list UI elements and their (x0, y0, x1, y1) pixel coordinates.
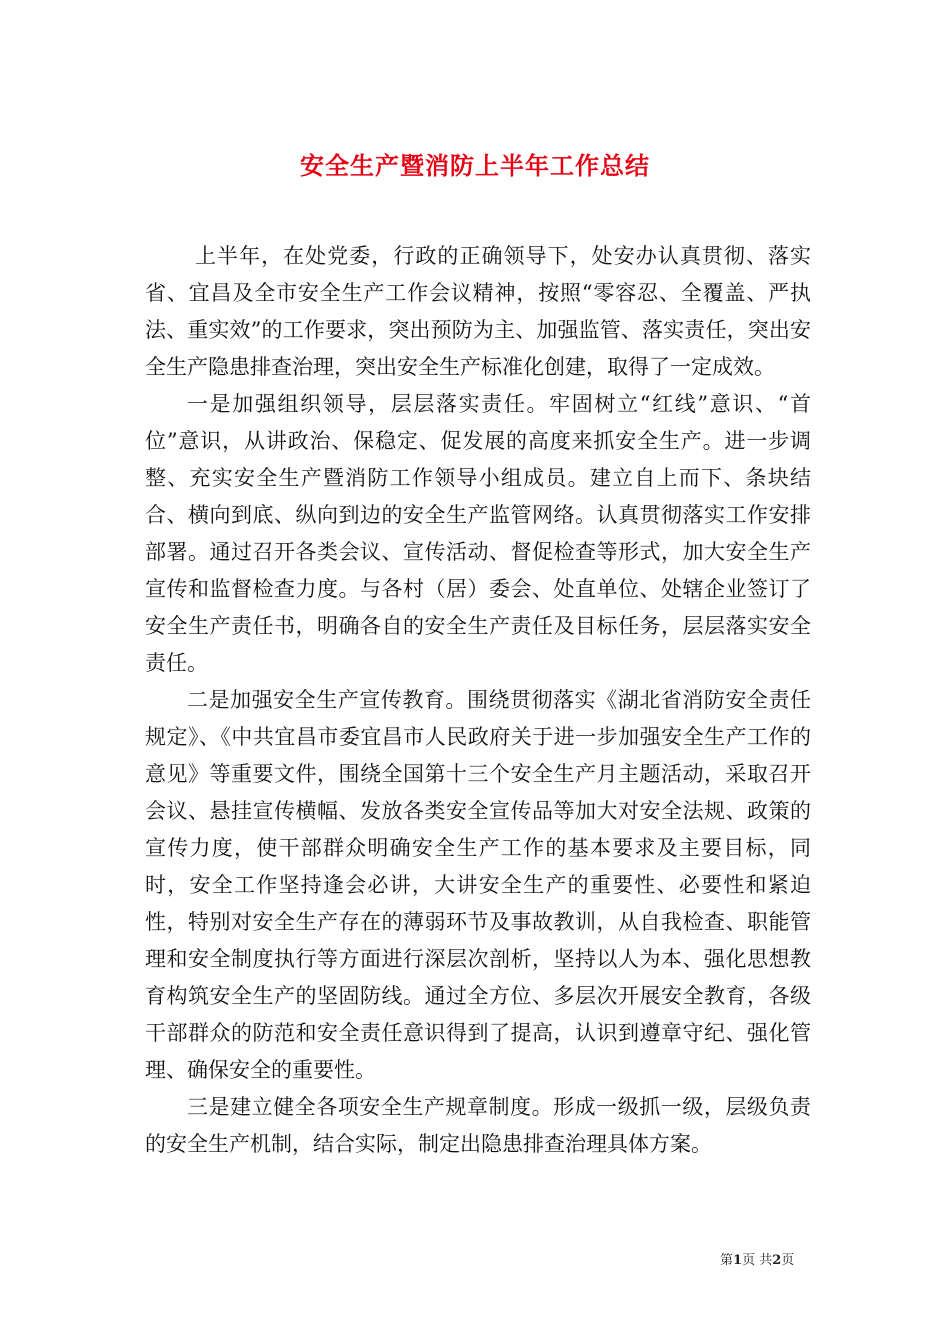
footer-total-pages: 2 (772, 1253, 782, 1268)
footer-prefix: 第 (720, 1253, 734, 1268)
paragraph-safety-education: 二是加强安全生产宣传教育。围绕贯彻落实《湖北省消防安全责任规定》、《中共宜昌市委宜昌市人民政府关于进一步加强安全生产工作的意见》等重要文件，围绕全国第十三个安全生产月主题活动，采取召开会议、悬挂宣传横幅、发放各类安全宣传品等加大对安全法规、政策的宣传力度，使干部群众明确安全生产工作的基本要求及主要目标，同时，安全工作坚持逢会必讲，大讲安全生产的重要性、必要性和紧迫性，特别对安全生产存在的薄弱环节及事故教训，从自我检查、职能管理和安全制度执行等方面进行深层次剖析，坚持以人为本、强化思想教育构筑安全生产的坚固防线。通过全方位、多层次开展安全教育，各级干部群众的防范和安全责任意识得到了提高，认识到遵章守纪、强化管理、确保安全的重要性。 (145, 688, 811, 1082)
paragraph-intro: 上半年，在处党委，行政的正确领导下，处安办认真贯彻、落实省、宜昌及全市安全生产工作会议精神，按照“零容忍、全覆盖、严执法、重实效”的工作要求，突出预防为主、加强监管、落实责任，突出安全生产隐患排查治理，突出安全生产标准化创建，取得了一定成效。 (145, 244, 811, 379)
document-title: 安全生产暨消防上半年工作总结 (300, 151, 650, 181)
paragraph-rules-system: 三是建立健全各项安全生产规章制度。形成一级抓一级，层级负责的安全生产机制，结合实际，制定出隐患排查治理具体方案。 (145, 1095, 811, 1156)
footer-suffix: 页 (781, 1253, 795, 1268)
page-number-footer (720, 1252, 794, 1270)
footer-middle: 页 共 (742, 1253, 773, 1268)
footer-current-page: 1 (733, 1253, 743, 1268)
paragraph-organization-leadership: 一是加强组织领导，层层落实责任。牢固树立“红线”意识、“首位”意识，从讲政治、保稳定、促发展的高度来抓安全生产。进一步调整、充实安全生产暨消防工作领导小组成员。建立自上而下、条块结合、横向到底、纵向到边的安全生产监管网络。认真贯彻落实工作安排部署。通过召开各类会议、宣传活动、督促检查等形式，加大安全生产宣传和监督检查力度。与各村（居）委会、处直单位、处辖企业签订了安全生产责任书，明确各自的安全生产责任及目标任务，层层落实安全责任。 (145, 392, 811, 675)
document-body (145, 238, 811, 1163)
